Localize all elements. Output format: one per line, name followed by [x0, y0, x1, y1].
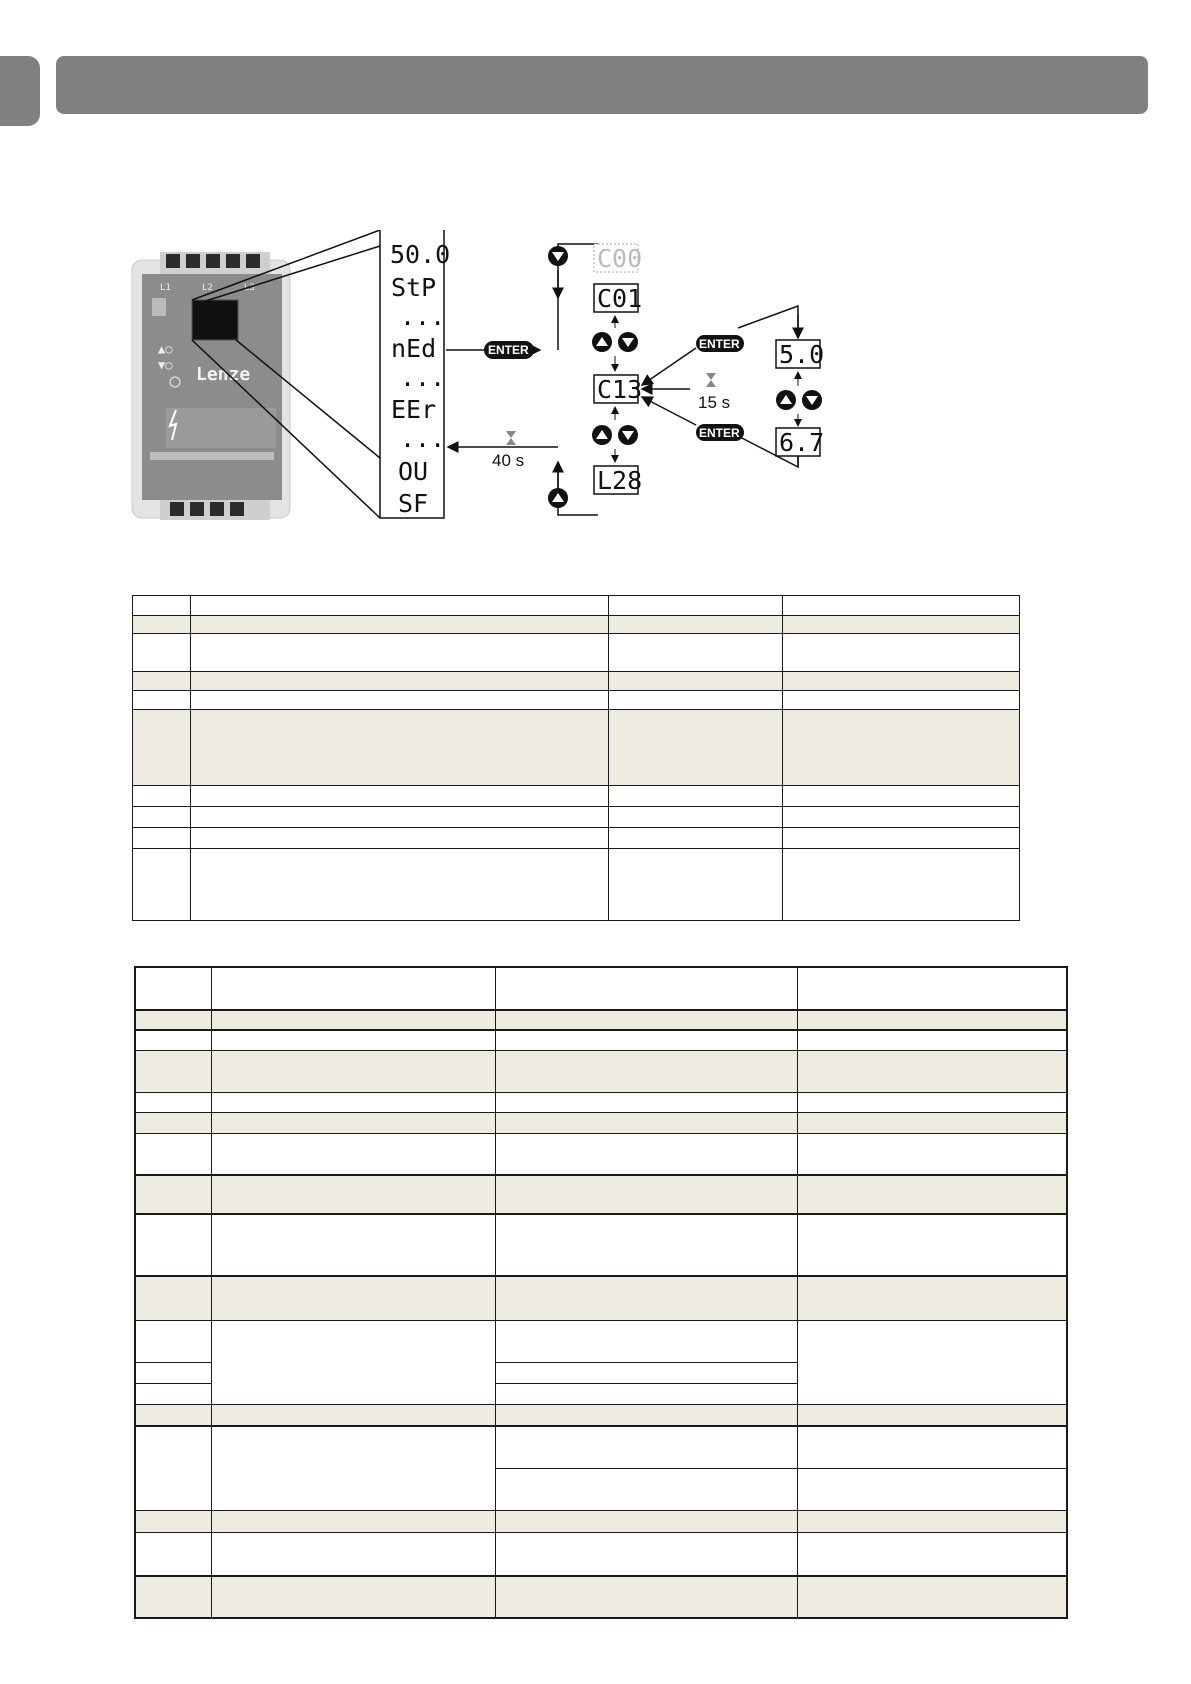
- enter-label-upper: ENTER: [699, 337, 740, 351]
- keypad-navigation-diagram: [120, 230, 1040, 570]
- display-ned: nEd: [391, 334, 437, 363]
- enter-label-lower: ENTER: [699, 426, 740, 440]
- terminal-l2-label: L2: [202, 283, 213, 293]
- header-bar: [56, 56, 1148, 114]
- code-c00: C00: [597, 244, 643, 273]
- timeout-40s-label: 40 s: [492, 451, 525, 470]
- ellipsis-1: ...: [400, 302, 446, 331]
- enter-key-icon: [484, 341, 534, 359]
- display-eer: EEr: [391, 395, 437, 424]
- value-top: 5.0: [779, 340, 825, 369]
- code-l28: L28: [597, 466, 643, 495]
- enter-key-upper-icon: [696, 335, 744, 352]
- display-ou: OU: [398, 457, 429, 486]
- timeout-15s-label: 15 s: [698, 393, 731, 412]
- value-bottom: 6.7: [779, 428, 825, 457]
- svg-text:▲○: ▲○: [158, 342, 173, 356]
- up-down-keys-1: [592, 332, 638, 352]
- section-tab: [0, 56, 40, 126]
- brand-logo: Lenze: [196, 364, 251, 385]
- parameter-table-2: [134, 966, 1068, 1619]
- display-stp: StP: [391, 273, 437, 302]
- terminal-l1-label: L1: [160, 283, 171, 293]
- enter-key-lower-icon: [696, 424, 744, 441]
- up-down-keys-2: [592, 425, 638, 445]
- display-value-50: 50.0: [390, 240, 451, 269]
- code-c01: C01: [597, 284, 643, 313]
- svg-text:▼○: ▼○: [158, 358, 173, 372]
- terminal-l3-label: L3: [244, 283, 255, 293]
- hourglass-icon: [506, 431, 516, 445]
- ellipsis-2: ...: [400, 363, 446, 392]
- ellipsis-3: ...: [400, 424, 446, 453]
- display-sf: SF: [398, 489, 429, 518]
- up-down-keys-values: [776, 390, 822, 410]
- enter-label: ENTER: [488, 343, 529, 357]
- code-c13: C13: [597, 375, 643, 404]
- parameter-table-1: [132, 595, 1020, 921]
- hourglass-icon-right: [706, 373, 716, 387]
